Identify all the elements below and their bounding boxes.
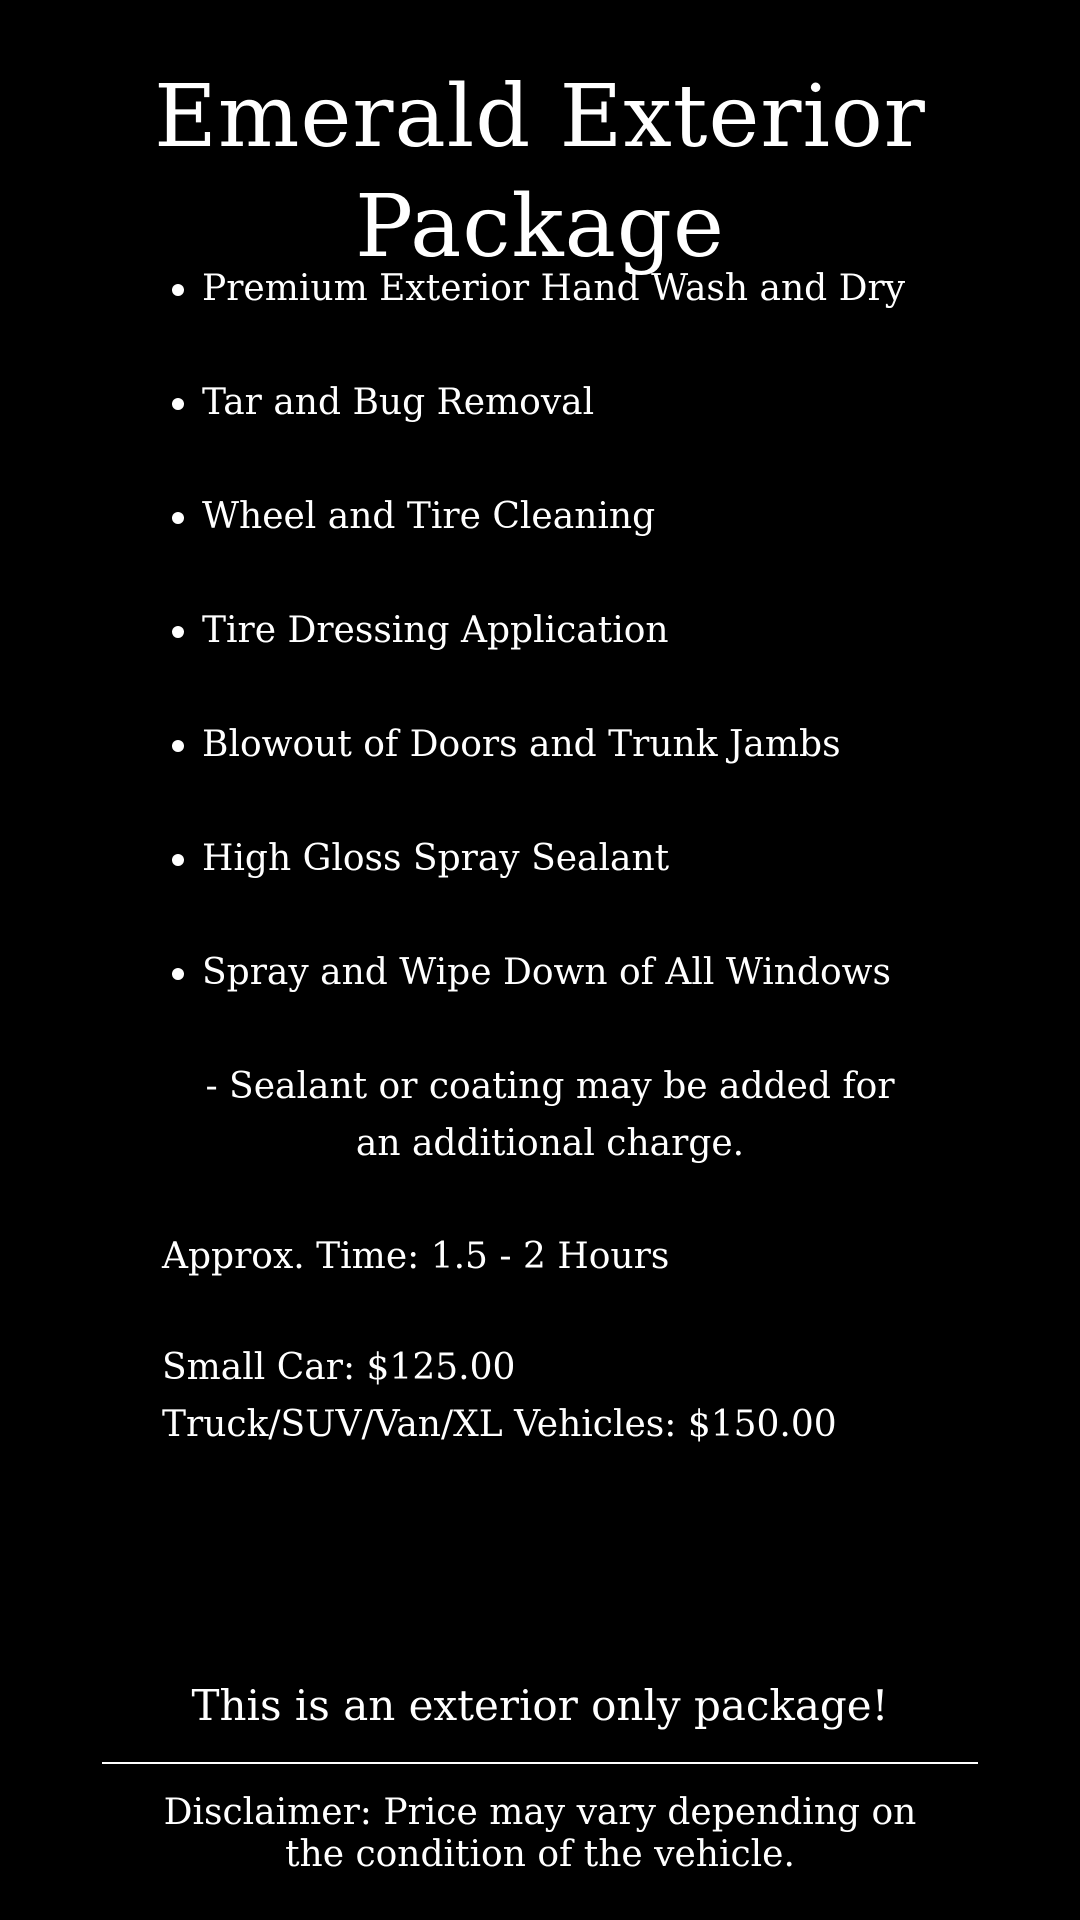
bullet-icon <box>172 626 184 638</box>
list-item <box>162 826 905 940</box>
bullet-icon <box>172 398 184 410</box>
bullet-icon <box>172 854 184 866</box>
price-small-car: Small Car: $125.00 <box>162 1347 516 1388</box>
bullet-icon <box>172 740 184 752</box>
additional-charge-note: - Sealant or coating may be added for an additional charge. <box>205 1066 895 1164</box>
disclaimer: Disclaimer: Price may vary depending on the condition of the vehicle. <box>163 1792 917 1875</box>
bullet-icon <box>172 968 184 980</box>
list-item <box>162 370 905 484</box>
page-title: Emerald Exterior Package <box>154 67 926 277</box>
bullet-icon <box>172 512 184 524</box>
feature-label: Blowout of Doors and Trunk Jambs <box>202 724 841 765</box>
feature-label: Tar and Bug Removal <box>202 382 595 423</box>
price-large-vehicle: Truck/SUV/Van/XL Vehicles: $150.00 <box>162 1404 837 1445</box>
list-item <box>162 256 905 370</box>
list-item <box>162 598 905 712</box>
divider <box>102 1762 978 1764</box>
approx-time: Approx. Time: 1.5 - 2 Hours <box>162 1236 670 1277</box>
feature-label: High Gloss Spray Sealant <box>202 838 670 879</box>
exterior-only-notice: This is an exterior only package! <box>191 1681 889 1730</box>
bullet-icon <box>172 284 184 296</box>
list-item <box>162 712 905 826</box>
list-item <box>162 940 905 1054</box>
list-item <box>162 484 905 598</box>
feature-label: Spray and Wipe Down of All Windows <box>202 952 891 993</box>
feature-label: Wheel and Tire Cleaning <box>202 496 656 537</box>
feature-label: Premium Exterior Hand Wash and Dry <box>202 268 906 309</box>
feature-label: Tire Dressing Application <box>202 610 669 651</box>
feature-list <box>162 256 905 1054</box>
